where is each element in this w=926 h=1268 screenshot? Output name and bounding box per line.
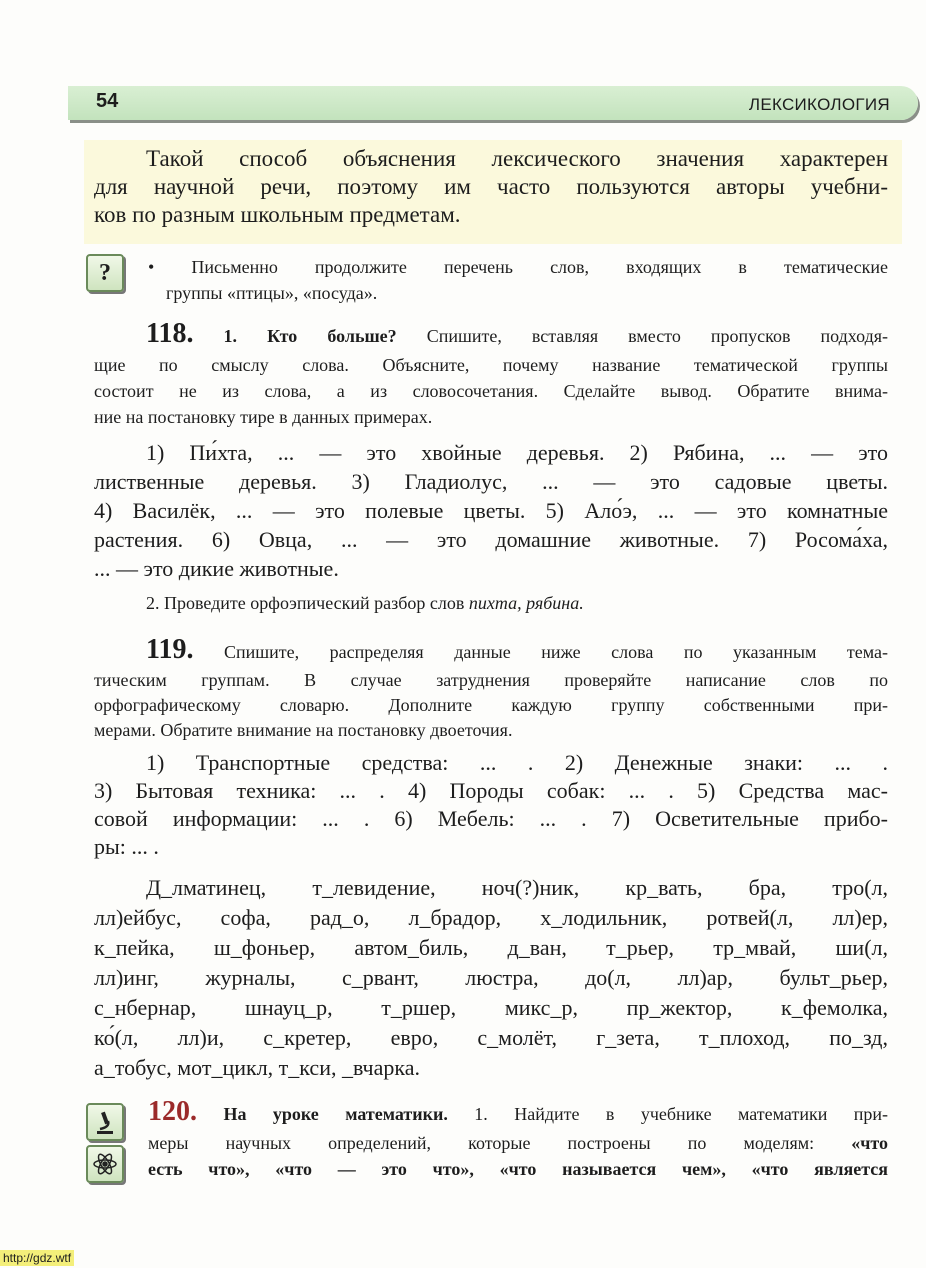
text-line: 4) Василёк, ... — это полевые цветы. 5) Ало́э, ... — это комнатные [94,498,888,523]
text-line: Спишите, вставляя вместо пропусков подходя- [396,326,888,346]
text-line: 1) Пи́хта, ... — это хвойные деревья. 2) Рябина, ... — это [146,440,888,465]
microscope-icon [86,1103,124,1141]
text-line: 2. Проведите орфоэпический разбор слов [146,593,465,613]
text-line: мерами. Обратите внимание на постановку двоеточия. [94,720,513,740]
text-line: щие по смыслу слова. Объясните, почему название тематической группы [94,355,888,375]
question-icon: ? [86,254,124,292]
atom-icon [86,1145,124,1183]
italic-words: пихта, рябина. [468,593,584,613]
question-text [148,254,888,306]
exercise-title: На уроке математики. [223,1104,448,1124]
exercise-title: 1. Кто больше? [223,326,397,346]
text-line: есть что», «что — это что», «что называется чем», «что является [148,1159,888,1179]
exercise-119-groups [94,749,888,861]
exercise-119-words [94,873,888,1083]
text-line: 1) Транспортные средства: ... . 2) Денежные знаки: ... . [146,750,888,775]
text-line: ков по разным школьным предметам. [94,202,461,227]
exercise-118-task2 [94,590,888,616]
text-line: группы «птицы», «посуда». [166,283,378,303]
text-line: ние на постановку тире в данных примерах. [94,407,433,427]
text-line: 3) Бытовая техника: ... . 4) Породы собак: ... . 5) Средства мас- [94,778,888,803]
bold-text: «что [851,1133,888,1153]
text-line: лиственные деревья. 3) Гладиолус, ... — это садовые цветы. [94,469,888,494]
text-line: тическим группам. В случае затруднения проверяйте написание слов по [94,670,888,690]
text-line: орфографическому словарю. Дополните каждую группу собственными при- [94,695,888,715]
exercise-number: 119. [146,634,194,665]
text-line: для научной речи, поэтому им часто пользуются авторы учебни- [94,174,888,199]
text-line: совой информации: ... . 6) Мебель: ... . 7) Осветительные прибо- [94,806,888,831]
source-url[interactable]: http://gdz.wtf [0,1250,74,1266]
page-number: 54 [96,90,119,112]
text-line: ко́(л, лл)и, с_кретер, евро, с_молёт, г_зета, т_плоход, по_зд, [94,1025,888,1050]
text-line: • Письменно продолжите перечень слов, входящих в тематические [148,257,888,277]
text-line: лл)ейбус, софа, рад_о, л_брадор, х_лодильник, ротвей(л, лл)ер, [94,905,888,930]
text-line: ры: ... . [94,834,159,859]
exercise-120 [148,1096,888,1182]
note-text [94,145,888,229]
exercise-number: 118. [146,318,194,349]
page-header [68,86,918,120]
exercise-number: 120. [148,1096,197,1127]
exercise-118 [94,318,888,430]
section-title: ЛЕКСИКОЛОГИЯ [748,95,890,114]
text-line: к_пейка, ш_фоньер, автом_биль, д_ван, т_рьер, тр_мвай, ши(л, [94,935,888,960]
text-line: ... — это дикие животные. [94,556,339,581]
text-line: а_тобус, мот_цикл, т_кси, _вчарка. [94,1055,420,1080]
text-line: состоит не из слова, а из словосочетания. Сделайте вывод. Обратите внима- [94,381,888,401]
text-line: Такой способ объяснения лексического значения характерен [146,146,888,171]
exercise-119 [94,634,888,743]
text-line: Д_лматинец, т_левидение, ноч(?)ник, кр_вать, бра, тро(л, [146,875,888,900]
text-line: с_нбернар, шнауц_р, т_ршер, микс_р, пр_жектор, к_фемолка, [94,995,888,1020]
text-line: растения. 6) Овца, ... — это домашние животные. 7) Росома́ха, [94,527,888,552]
text-line: Спишите, распределяя данные ниже слова по указанным тема- [193,642,888,662]
text-line: 1. Найдите в учебнике математики при- [447,1104,889,1124]
exercise-118-examples [94,438,888,583]
text-line: лл)инг, журналы, с_рвант, люстра, до(л, лл)ар, бульт_рьер, [94,965,888,990]
text-line: меры научных определений, которые построены по моделям: [148,1133,852,1153]
